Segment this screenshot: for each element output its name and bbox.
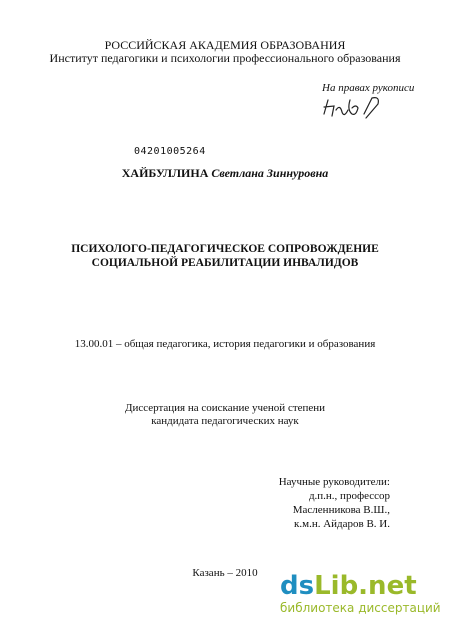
dslib-logo: dsLib.net — [280, 571, 417, 601]
city-year: Казань – 2010 — [192, 567, 258, 579]
degree-line1: Диссертация на соискание ученой степени — [124, 402, 326, 414]
author-given-names: Светлана Зиннуровна — [211, 166, 329, 180]
author-name — [0, 166, 450, 181]
registration-code: 04201005264 — [134, 146, 206, 157]
author-surname: ХАЙБУЛЛИНА — [121, 166, 209, 180]
specialty-code: 13.00.01 – общая педагогика, история педагогики и образования — [74, 338, 376, 350]
dissertation-title-line2: СОЦИАЛЬНОЙ РЕАБИЛИТАЦИИ ИНВАЛИДОВ — [91, 257, 359, 269]
institute-name: Институт педагогики и психологии профессионального образования — [49, 51, 401, 65]
degree-line2: кандидата педагогических наук — [151, 415, 299, 427]
handwritten-signature — [322, 94, 392, 122]
dissertation-title-line1: ПСИХОЛОГО-ПЕДАГОГИЧЕСКОЕ СОПРОВОЖДЕНИЕ — [71, 243, 379, 255]
supervisors-block — [279, 475, 390, 531]
dslib-subtitle: библиотека диссертаций — [280, 601, 441, 615]
rights-note: На правах рукописи — [322, 82, 415, 94]
organization-name: РОССИЙСКАЯ АКАДЕМИЯ ОБРАЗОВАНИЯ — [104, 38, 346, 52]
supervisor-name-1: Масленникова В.Ш., — [292, 504, 390, 516]
dslib-watermark — [280, 571, 445, 619]
supervisor-title-1: д.п.н., профессор — [308, 490, 390, 502]
supervisor-name-2: к.м.н. Айдаров В. И. — [294, 518, 390, 530]
supervisors-heading: Научные руководители: — [278, 476, 390, 488]
